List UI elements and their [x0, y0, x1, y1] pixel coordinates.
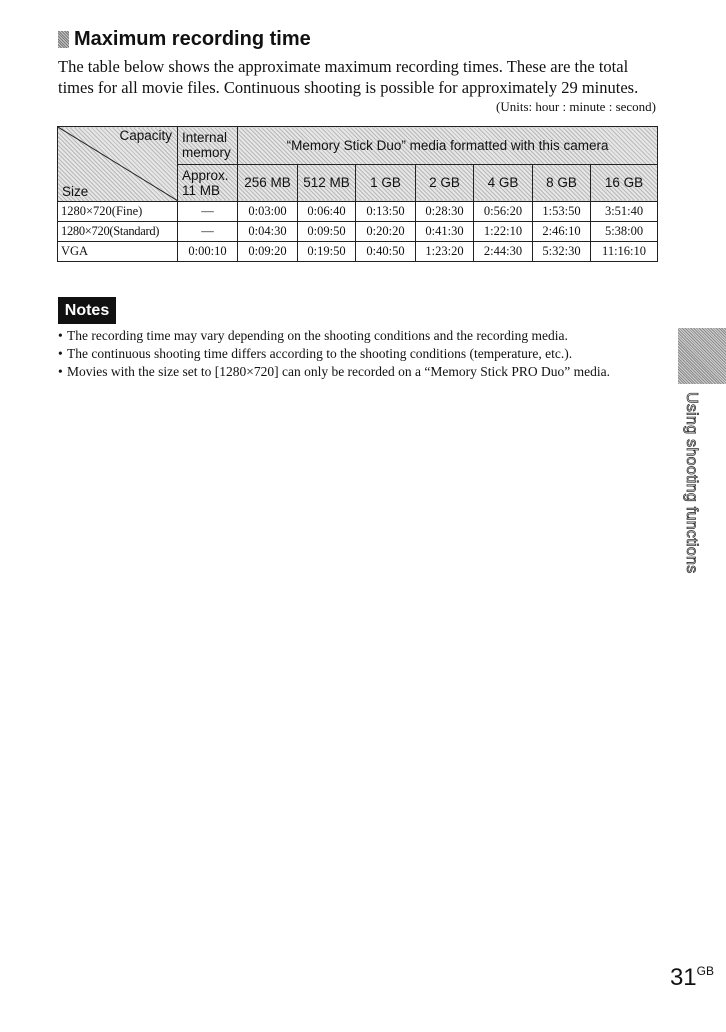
capacity-header: 4 GB: [474, 164, 533, 202]
list-item: • Movies with the size set to [1280×720] can only be recorded on a “Memory Stick PRO Duo” media.: [58, 363, 658, 381]
capacity-header: 1 GB: [356, 164, 416, 202]
table-corner-header: [58, 127, 178, 202]
page-number-value: 31: [669, 964, 697, 991]
section-tab-label: Using shooting functions: [683, 392, 700, 574]
table-cell: 0:40:50: [356, 242, 416, 262]
table-cell: 11:16:10: [591, 242, 658, 262]
table-cell: 1:53:50: [533, 202, 591, 222]
table-cell: 0:28:30: [416, 202, 474, 222]
section-heading: [58, 27, 311, 51]
table-cell: 0:00:10: [178, 242, 238, 262]
table-cell: 3:51:40: [591, 202, 658, 222]
corner-size-label: Size: [62, 184, 89, 199]
section-tab-marker: [678, 328, 726, 384]
table-row: [58, 202, 658, 222]
notes-list: [58, 327, 658, 381]
table-cell: 0:03:00: [238, 202, 298, 222]
units-note: (Units: hour : minute : second): [496, 99, 656, 114]
corner-capacity-label: Capacity: [119, 128, 172, 143]
table-cell: 0:09:20: [238, 242, 298, 262]
table-row: [58, 242, 658, 262]
internal-memory-header: Internal memory: [178, 127, 238, 165]
table-row: [58, 222, 658, 242]
table-cell: 0:41:30: [416, 222, 474, 242]
notes-badge: Notes: [58, 297, 116, 324]
table-cell: 0:13:50: [356, 202, 416, 222]
capacity-header: 512 MB: [298, 164, 356, 202]
row-size-label: 1280×720(Standard): [58, 222, 178, 242]
table-cell: 0:09:50: [298, 222, 356, 242]
table-cell: 5:38:00: [591, 222, 658, 242]
page-number: [670, 964, 714, 992]
table-cell: 1:22:10: [474, 222, 533, 242]
table-cell: 0:19:50: [298, 242, 356, 262]
capacity-header: 256 MB: [238, 164, 298, 202]
list-item: • The continuous shooting time differs according to the shooting conditions (temperature, etc.).: [58, 345, 658, 363]
table-cell: 0:06:40: [298, 202, 356, 222]
table-cell: 1:23:20: [416, 242, 474, 262]
table-cell: 0:04:30: [238, 222, 298, 242]
recording-time-table: [57, 126, 658, 262]
table-cell: 2:44:30: [474, 242, 533, 262]
table-cell: 0:56:20: [474, 202, 533, 222]
table-cell: 2:46:10: [533, 222, 591, 242]
heading-text: Maximum recording time: [74, 28, 311, 50]
heading-marker-icon: [58, 31, 69, 48]
capacity-header: 16 GB: [591, 164, 658, 202]
intro-paragraph: The table below shows the approximate maximum recording times. These are the total times for all movie files. Continuous shooting is possible for approximately 29 minutes.: [58, 57, 639, 97]
capacity-header: 2 GB: [416, 164, 474, 202]
capacity-header: 8 GB: [533, 164, 591, 202]
approx-capacity-header: Approx. 11 MB: [178, 164, 238, 202]
list-item: • The recording time may vary depending on the shooting conditions and the recording media.: [58, 327, 658, 345]
row-size-label: 1280×720(Fine): [58, 202, 178, 222]
table-cell: —: [178, 202, 238, 222]
table-cell: 5:32:30: [533, 242, 591, 262]
row-size-label: VGA: [58, 242, 178, 262]
memory-stick-header: “Memory Stick Duo” media formatted with this camera: [238, 127, 658, 165]
table-cell: 0:20:20: [356, 222, 416, 242]
table-cell: —: [178, 222, 238, 242]
page-number-suffix: GB: [696, 964, 714, 978]
